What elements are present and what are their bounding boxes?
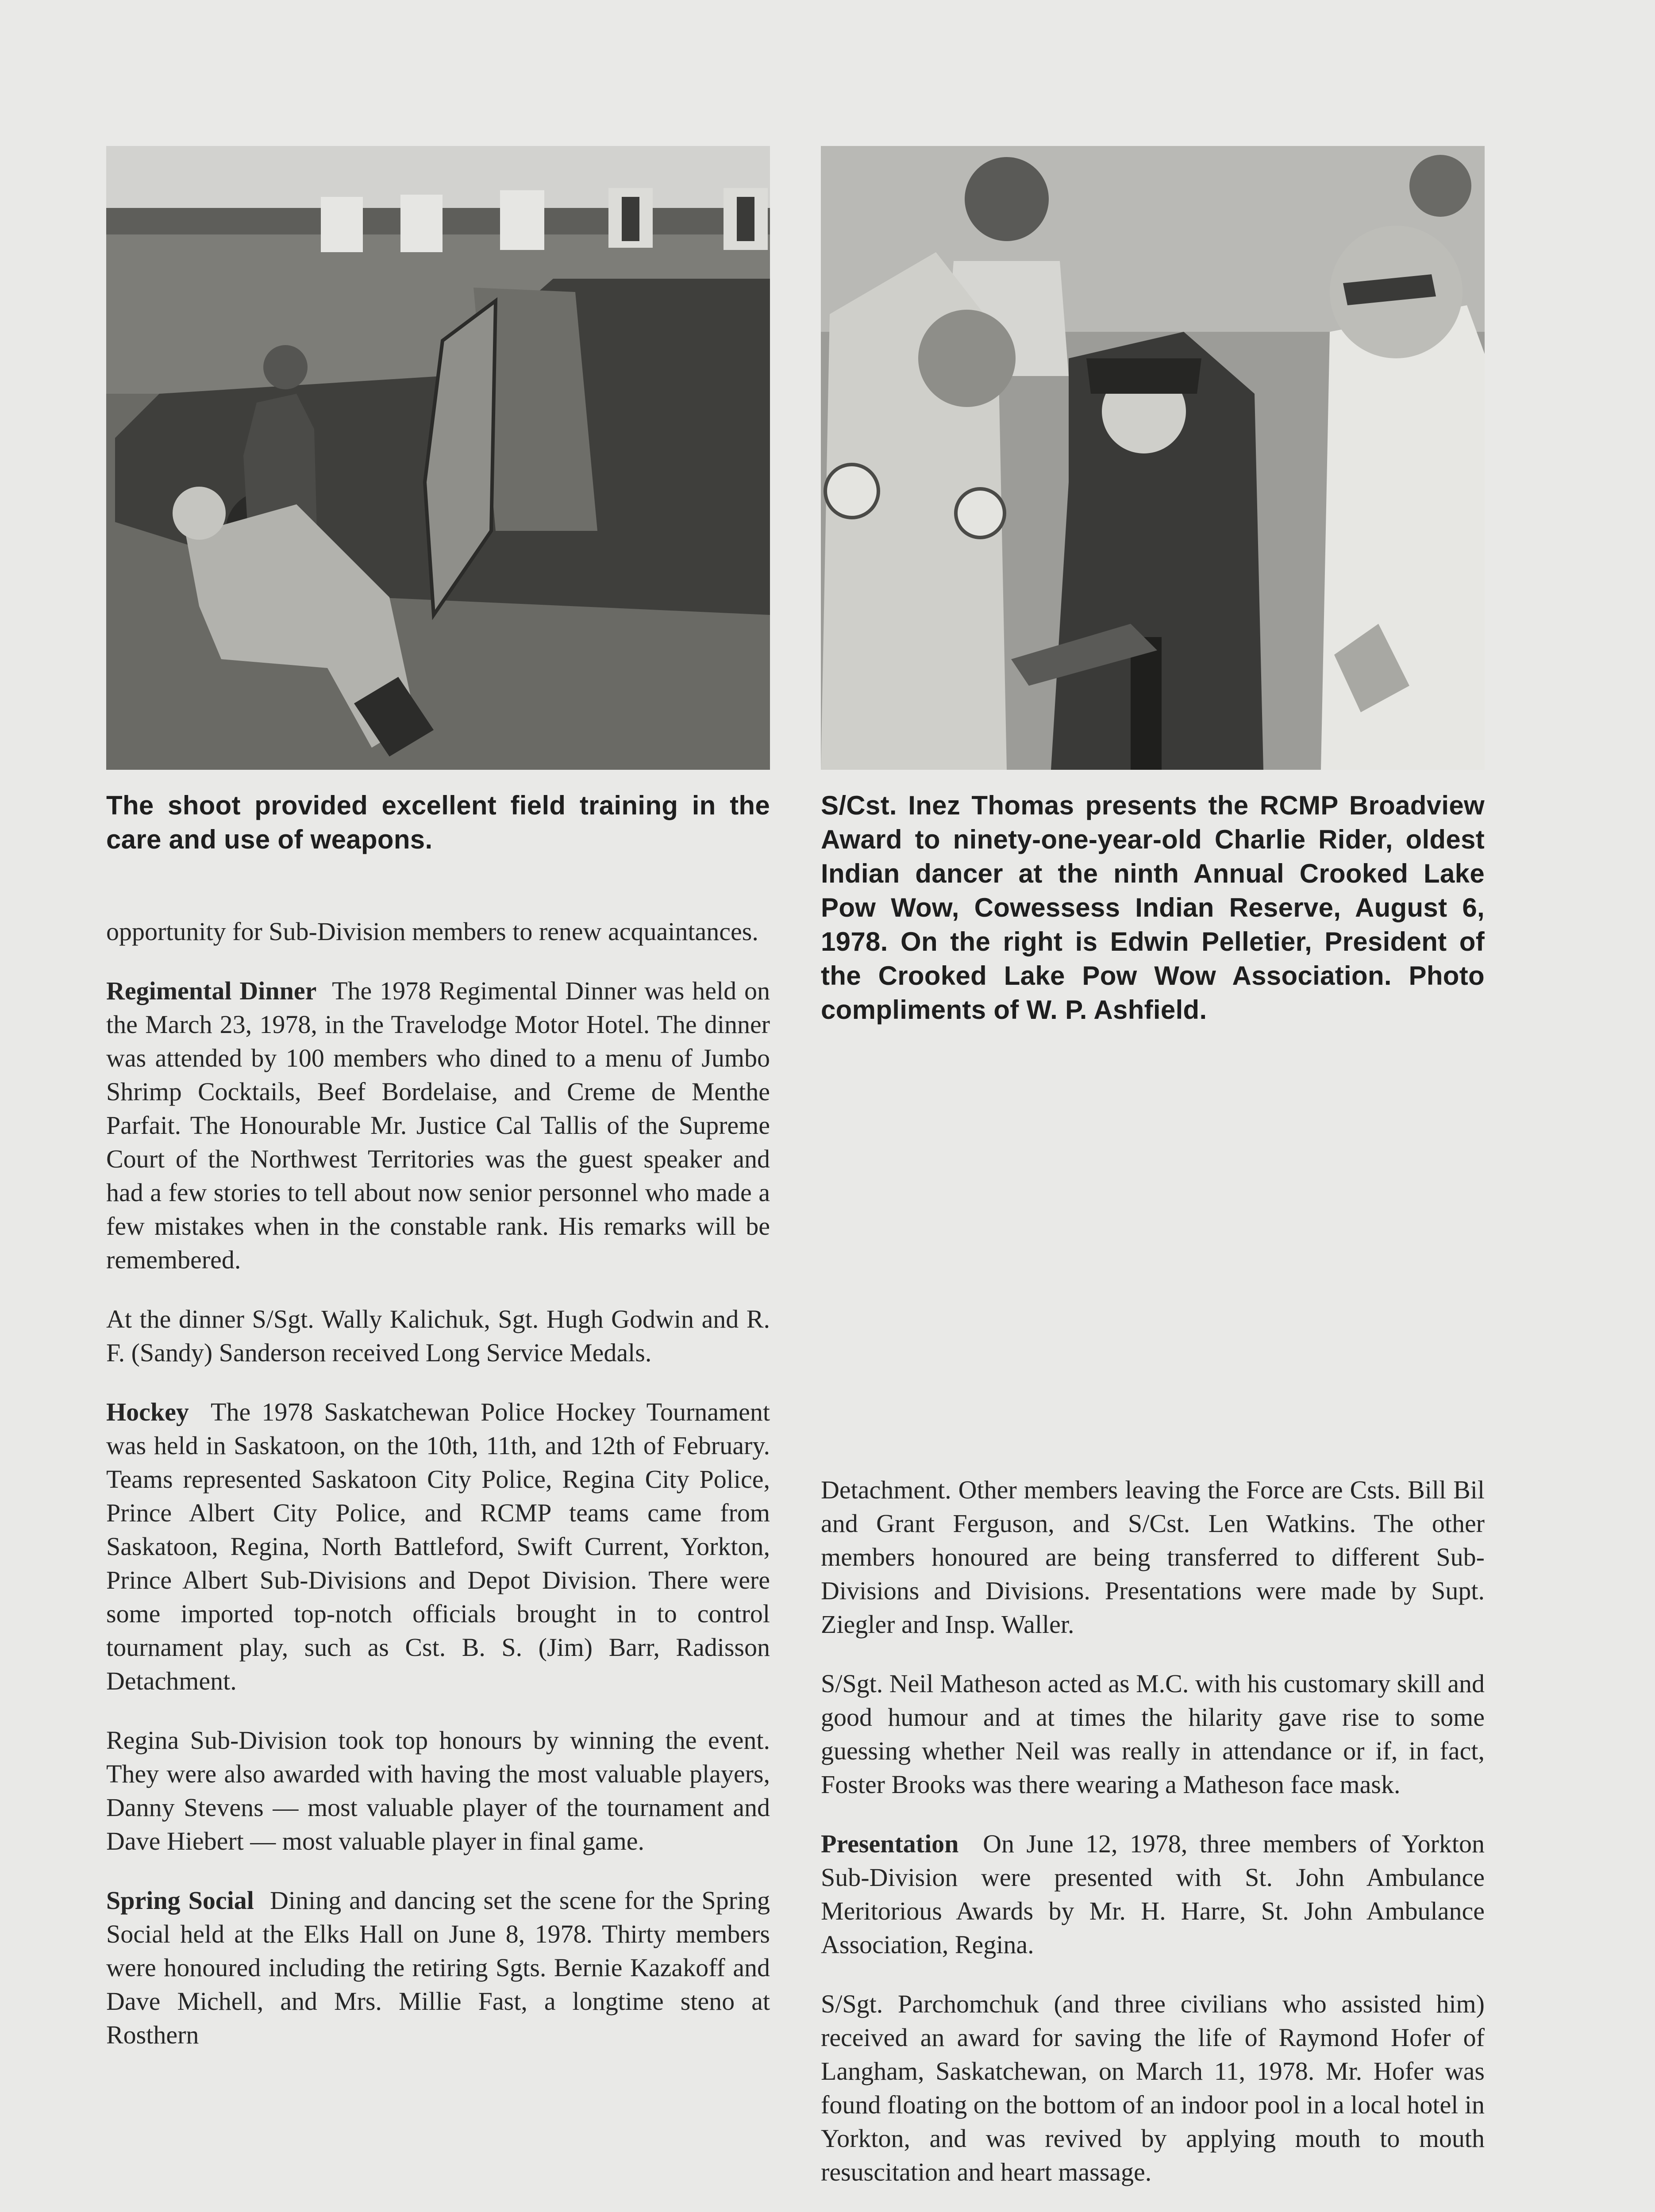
paragraph: [106, 1884, 770, 2052]
paragraph: S/Sgt. Neil Matheson acted as M.C. with his customary skill and good humour and at times the hilarity gave rise to some guessing whether Neil was really in attendance or if, in fact, Foster Brooks was there wearing a Matheson face mask.: [821, 1669, 1485, 1799]
section-heading: Regimental Dinner: [106, 976, 317, 1005]
paragraph: [106, 974, 770, 1277]
paragraph-body: Dining and dancing set the scene for the Spring Social held at the Elks Hall on June 8, 1978. Thirty members were honoured including the retiring Sgts. Bernie Kazakoff and Dave Michell, and Mrs. Millie Fast, a longtime steno at Rosthern: [106, 1886, 770, 2049]
paragraph: Regina Sub-Division took top honours by winning the event. They were also awarded with having the most valuable players, Danny Stevens — most valuable player of the tournament and Dave Hiebert — most valuable player in final game.: [106, 1726, 770, 1855]
paragraph: [821, 1827, 1485, 1962]
photo-caption-right: S/Cst. Inez Thomas presents the RCMP Broadview Award to ninety-one-year-old Charlie Rider, oldest Indian dancer at the ninth Annual Crooked Lake Pow Wow, Cowessess Indian Reserve, August 6, 1978. On the right is Edwin Pelletier, President of the Crooked Lake Pow Wow Association. Photo compliments of W. P. Ashfield.: [821, 791, 1485, 1025]
paragraph: S/Sgt. Parchomchuk (and three civilians who assisted him) received an award for saving the life of Raymond Hofer of Langham, Saskatchewan, on March 11, 1978. Mr. Hofer was found floating on the bottom of an indoor pool in a local hotel in Yorkton, and was revived by applying mouth to mouth resuscitation and heart massage.: [821, 1989, 1485, 2186]
paragraph-body: The 1978 Saskatchewan Police Hockey Tournament was held in Saskatoon, on the 10th, 11th, and 12th of February. Teams represented Saskatoon City Police, Regina City Police, Prince Albert City Police, and RCMP teams came from Saskatoon, Regina, North Battleford, Swift Current, Yorkton, Prince Albert Sub-Divisions and Depot Division. There were some imported top-notch officials brought in to control tournament play, such as Cst. B. S. (Jim) Barr, Radisson Detachment.: [106, 1398, 770, 1695]
paragraph: Detachment. Other members leaving the Force are Csts. Bill Bil and Grant Ferguson, and S/Cst. Len Watkins. The other members honoured are being transferred to different Sub-Divisions and Divisions. Presentations were made by Supt. Ziegler and Insp. Waller.: [821, 1475, 1485, 1639]
photo-caption-left: The shoot provided excellent field training in the care and use of weapons.: [106, 791, 770, 854]
paragraph-body: The 1978 Regimental Dinner was held on the March 23, 1978, in the Travelodge Motor Hotel. The dinner was attended by 100 members who dined to a menu of Jumbo Shrimp Cocktails, Beef Bordelaise, and Creme de Menthe Parfait. The Honourable Mr. Justice Cal Tallis of the Supreme Court of the Northwest Territories was the guest speaker and had a few stories to tell about now senior personnel who made a few mistakes when in the constable rank. His remarks will be remembered.: [106, 976, 770, 1274]
paragraph-body: On June 12, 1978, three members of Yorkton Sub-Division were presented with St. John Ambulance Meritorious Awards by Mr. H. Harre, St. John Ambulance Association, Regina.: [821, 1829, 1485, 1959]
left-column: [106, 146, 770, 2052]
left-article-text: [106, 915, 770, 2052]
right-column: [821, 146, 1485, 1027]
section-heading: Hockey: [106, 1398, 189, 1426]
shooting-range-illustration: [106, 146, 770, 770]
award-presentation-illustration: [821, 146, 1485, 770]
section-heading: Spring Social: [106, 1886, 254, 1915]
shooting-range-photo: [106, 146, 770, 770]
paragraph: opportunity for Sub-Division members to renew acquaintances.: [106, 917, 758, 946]
right-article-text: [821, 1473, 1485, 2189]
pow-wow-award-photo: [821, 146, 1485, 770]
paragraph: [106, 1395, 770, 1698]
paragraph: At the dinner S/Sgt. Wally Kalichuk, Sgt. Hugh Godwin and R. F. (Sandy) Sanderson received Long Service Medals.: [106, 1305, 770, 1367]
section-heading: Presentation: [821, 1829, 959, 1858]
